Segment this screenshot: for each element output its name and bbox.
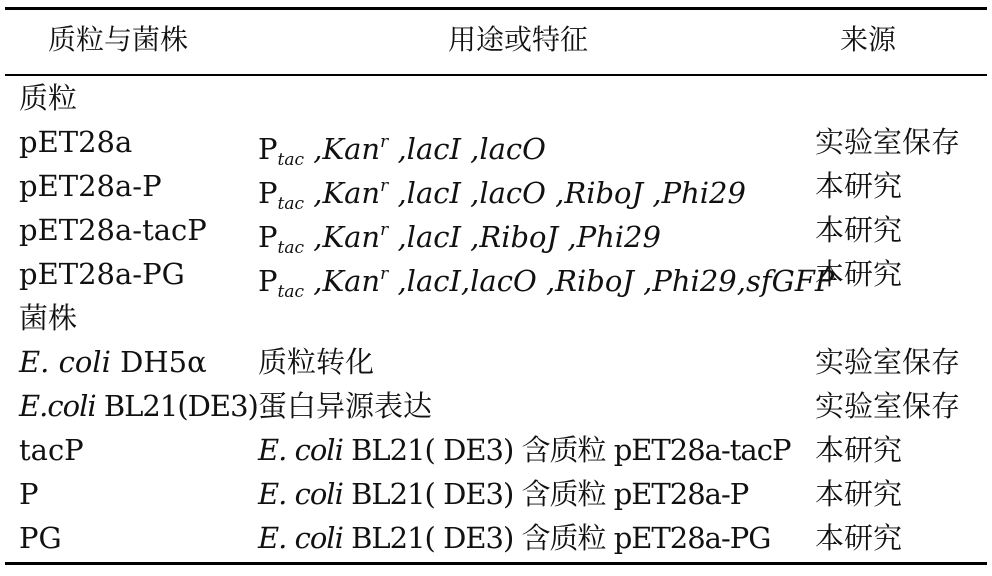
strain-source: 实验室保存: [815, 389, 961, 423]
plasmid-features: $P_{tac}$ ,Kan$^r$ ,lacI ,lacO: [258, 132, 546, 170]
strain-name: P: [19, 477, 39, 511]
plasmid-name: pET28a-P: [19, 169, 162, 203]
strain-name: tacP: [19, 433, 84, 467]
strain-source: 实验室保存: [815, 345, 961, 379]
strain-name: E. coli DH5α: [19, 345, 207, 379]
plasmid-features: $P_{tac}$ ,Kan$^r$ ,lacI,lacO ,RiboJ ,Phi29,sfGFP: [258, 264, 835, 302]
header-plasmid-strain: 质粒与菌株: [48, 23, 189, 56]
strain-use: E. coli BL21( DE3) 含质粒 pET28a-tacP: [258, 433, 791, 467]
table-bottom-rule: [5, 562, 987, 565]
strain-name: PG: [19, 521, 62, 555]
section-strains: 菌株: [19, 301, 78, 335]
section-plasmids: 质粒: [19, 81, 78, 115]
strain-use: 蛋白异源表达: [258, 389, 433, 423]
plasmid-name: pET28a-tacP: [19, 213, 207, 247]
strain-source: 本研究: [815, 433, 903, 467]
plasmid-source: 本研究: [815, 169, 903, 203]
plasmid-features: $P_{tac}$ ,Kan$^r$ ,lacI ,lacO ,RiboJ ,Phi29: [258, 176, 746, 214]
plasmid-source: 本研究: [815, 213, 903, 247]
strain-source: 本研究: [815, 521, 903, 555]
strain-use: E. coli BL21( DE3) 含质粒 pET28a-PG: [258, 521, 771, 555]
strain-name: E.coli BL21(DE3): [19, 389, 258, 423]
plasmid-name: pET28a: [19, 125, 133, 159]
strain-use: 质粒转化: [258, 345, 375, 379]
header-use-feature: 用途或特征: [448, 23, 589, 56]
plasmid-source: 本研究: [815, 257, 903, 291]
plasmid-source: 实验室保存: [815, 125, 961, 159]
header-source: 来源: [840, 23, 897, 56]
table-header-rule: [5, 74, 987, 76]
plasmid-features: $P_{tac}$ ,Kan$^r$ ,lacI ,RiboJ ,Phi29: [258, 220, 661, 258]
table-top-rule: [5, 7, 987, 10]
strain-use: E. coli BL21( DE3) 含质粒 pET28a-P: [258, 477, 749, 511]
strain-source: 本研究: [815, 477, 903, 511]
plasmid-name: pET28a-PG: [19, 257, 185, 291]
